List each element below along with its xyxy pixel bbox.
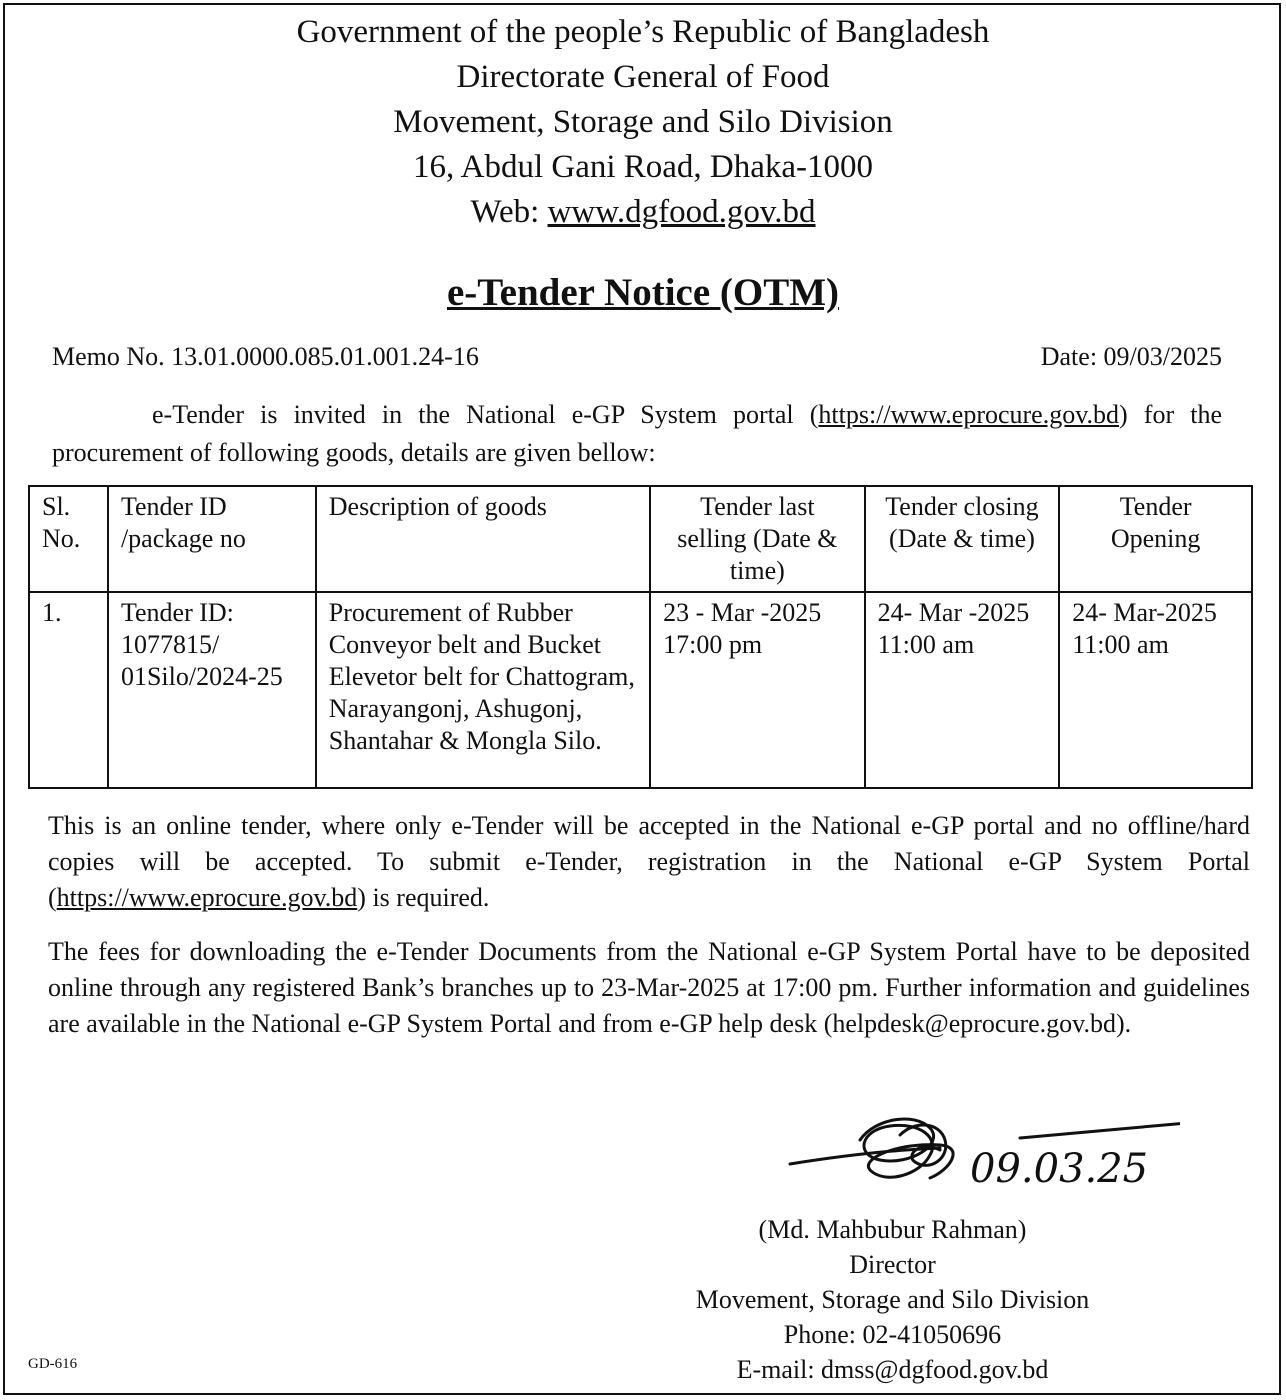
cell-last-selling: 23 - Mar -2025 17:00 pm (650, 592, 865, 788)
para1-eprocure-link[interactable]: https://www.eprocure.gov.bd (56, 883, 358, 912)
tender-table (28, 485, 1253, 789)
signatory-phone: Phone: 02-41050696 (783, 1320, 1002, 1349)
header-division: Movement, Storage and Silo Division (393, 104, 893, 140)
header-address: 16, Abdul Gani Road, Dhaka-1000 (412, 149, 874, 185)
notice-title: e-Tender Notice (OTM) (446, 271, 840, 314)
intro-text-before: e-Tender is invited in the National e-GP System portal ( (152, 400, 819, 429)
signatory-email[interactable]: E-mail: dmss@dgfood.gov.bd (736, 1355, 1049, 1384)
web-link[interactable]: www.dgfood.gov.bd (547, 194, 816, 230)
header-last-selling: Tender last selling (Date & time) (650, 486, 865, 592)
para1-text-before: This is an online tender, where only e-Tender will be accepted in the National e-GP portal and no offline/hard copies will be accepted. To submit e-Tender, registration in the National e-GP System Portal ( (48, 811, 1250, 912)
intro-paragraph (52, 396, 1222, 472)
signature-date: 09.03.25 (970, 1146, 1149, 1192)
header-tender-id: Tender ID /package no (108, 486, 316, 592)
header-directorate: Directorate General of Food (456, 59, 830, 95)
intro-text-after: ) for the procurement of following goods, details are given bellow: (52, 400, 1222, 467)
letterhead (0, 10, 1286, 235)
memo-number: Memo No. 13.01.0000.085.01.001.24-16 (52, 342, 479, 371)
cell-opening: 24- Mar-2025 11:00 am (1059, 592, 1252, 788)
signatory-division: Movement, Storage and Silo Division (695, 1285, 1090, 1314)
signature-dash (1020, 1120, 1180, 1138)
web-label: Web: (470, 194, 548, 230)
cell-closing: 24- Mar -2025 11:00 am (865, 592, 1060, 788)
signatory-designation: Director (849, 1250, 936, 1279)
intro-eprocure-link[interactable]: https://www.eprocure.gov.bd (818, 400, 1120, 429)
cell-tender-id: Tender ID: 1077815/ 01Silo/2024-25 (108, 592, 316, 788)
header-description: Description of goods (316, 486, 650, 592)
signatory-name: (Md. Mahbubur Rahman) (758, 1215, 1027, 1244)
header-closing: Tender closing (Date & time) (865, 486, 1060, 592)
header-web (0, 190, 1286, 235)
table-header-row (29, 486, 1252, 592)
online-tender-paragraph (48, 808, 1250, 916)
table-row (29, 592, 1252, 788)
header-sl-no: Sl. No. (29, 486, 108, 592)
signatory-block (620, 1212, 1165, 1387)
notice-date: Date: 09/03/2025 (1040, 342, 1222, 371)
signature (780, 1100, 1180, 1215)
para1-text-after: ) is required. (357, 883, 490, 912)
cell-description: Procurement of Rubber Conveyor belt and Bucket Elevetor belt for Chattogram, Narayangonj, Ashugonj, Shantahar & Mongla Silo. (316, 592, 650, 788)
document-code: GD-616 (28, 1356, 78, 1372)
header-opening: Tender Opening (1059, 486, 1252, 592)
cell-sl-no: 1. (29, 592, 108, 788)
header-government: Government of the people’s Republic of Bangladesh (296, 14, 990, 50)
fees-paragraph: The fees for downloading the e-Tender Documents from the National e-GP System Portal have to be deposited online through any registered Bank’s branches up to 23-Mar-2025 at 17:00 pm. Further information and guidelines are available in the National e-GP System Portal and from e-GP help desk (helpdesk@eprocure.gov.bd). (48, 937, 1250, 1038)
